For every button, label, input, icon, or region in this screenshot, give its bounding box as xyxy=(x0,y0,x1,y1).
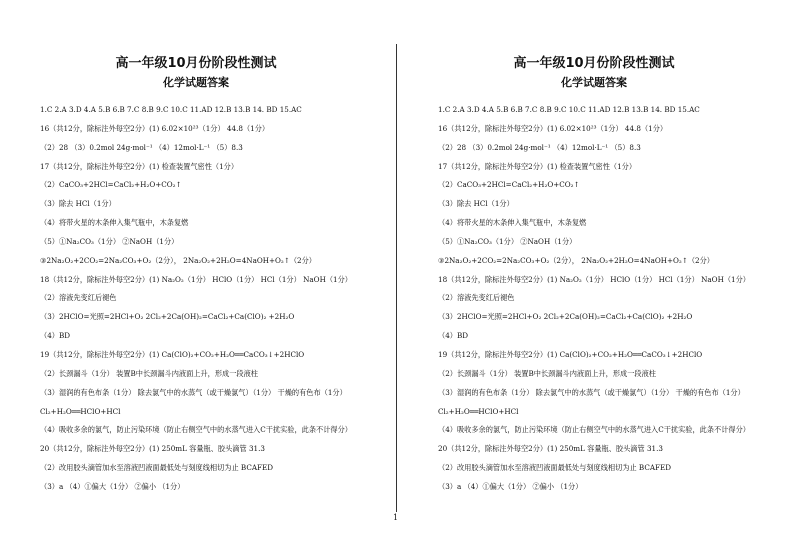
answer-line: （3）a （4）①偏大（1分） ②偏小 （1分） xyxy=(40,481,185,491)
answer-line: 18（共12分，除标注外每空2分）(1) Na₂O₂（1分） HClO（1分） HCl（1分） NaOH（1分） xyxy=(438,274,750,284)
answer-line: 20（共12分，除标注外每空2分）(1) 250mL 容量瓶、胶头滴管 31.3 xyxy=(438,444,663,454)
answer-line: 17（共12分，除标注外每空2分）(1) 检查装置气密性（1分） xyxy=(40,161,239,171)
left-page xyxy=(0,0,392,560)
answer-line: （2）长颈漏斗（1分） 装置B中长颈漏斗内液面上升，形成一段液柱 xyxy=(438,368,656,378)
answer-line: （4）吸收多余的氯气，防止污染环境（防止右侧空气中的水蒸气进入C干扰实验，此条不计得分） xyxy=(438,425,750,435)
answer-lines xyxy=(40,101,390,497)
page-title: 高一年级10月份阶段性测试 xyxy=(513,56,675,71)
answer-line: （2）溶液先变红后褪色 xyxy=(438,293,515,303)
answer-line: （3）除去 HCl（1分） xyxy=(40,199,116,209)
answer-line: （4）将带火星的木条伸入集气瓶中，木条复燃 xyxy=(40,218,189,228)
page-divider xyxy=(396,44,397,512)
page-title: 高一年级10月份阶段性测试 xyxy=(115,56,277,71)
answer-line: 16（共12分，除标注外每空2分）(1) 6.02×10²³（1分） 44.8（1分） xyxy=(40,123,270,133)
answer-line: （2）CaCO₃+2HCl=CaCl₂+H₂O+CO₂↑ xyxy=(40,180,182,190)
answer-line: Cl₂+H₂O══HClO+HCl xyxy=(438,406,519,416)
answer-line: （4）BD xyxy=(438,331,468,341)
answer-lines xyxy=(438,101,788,497)
answer-line: 20（共12分，除标注外每空2分）(1) 250mL 容量瓶、胶头滴管 31.3 xyxy=(40,444,265,454)
answer-line: （2）溶液先变红后褪色 xyxy=(40,293,117,303)
answer-line: （5）①Na₂CO₃（1分） ②NaOH（1分） xyxy=(40,236,179,246)
answer-line: （4）将带火星的木条伸入集气瓶中，木条复燃 xyxy=(438,218,587,228)
page-subtitle: 化学试题答案 xyxy=(163,76,229,89)
page-number: 1 xyxy=(393,513,399,522)
answer-line: 19（共12分，除标注外每空2分）(1) Ca(ClO)₂+CO₂+H₂O══CaCO₃↓+2HClO xyxy=(438,349,703,359)
answer-line: （2）28 （3）0.2mol 24g·mol⁻¹ （4）12mol·L⁻¹ （5）8.3 xyxy=(40,142,243,152)
answer-line: Cl₂+H₂O══HClO+HCl xyxy=(40,406,121,416)
answer-line: 1.C 2.A 3.D 4.A 5.B 6.B 7.C 8.B 9.C 10.C 11.AD 12.B 13.B 14. BD 15.AC xyxy=(438,105,700,114)
answer-line: （4）BD xyxy=(40,331,70,341)
answer-line: 1.C 2.A 3.D 4.A 5.B 6.B 7.C 8.B 9.C 10.C 11.AD 12.B 13.B 14. BD 15.AC xyxy=(40,105,302,114)
answer-line: （2）改用胶头滴管加水至溶液凹液面最低处与刻度线相切为止 BCAFED xyxy=(40,463,274,473)
answer-line: （5）①Na₂CO₃（1分） ②NaOH（1分） xyxy=(438,236,577,246)
answer-line: （3）湿润的有色布条（1分） 除去氯气中的水蒸气（或干燥氯气）（1分） 干燥的有色布（1分） xyxy=(40,387,347,397)
answer-line: ③2Na₂O₂+2CO₂=2Na₂CO₃+O₂（2分）， 2Na₂O₂+2H₂O=4NaOH+O₂↑（2分） xyxy=(40,255,316,265)
answer-line: ③2Na₂O₂+2CO₂=2Na₂CO₃+O₂（2分）， 2Na₂O₂+2H₂O=4NaOH+O₂↑（2分） xyxy=(438,255,714,265)
answer-line: （2）CaCO₃+2HCl=CaCl₂+H₂O+CO₂↑ xyxy=(438,180,580,190)
answer-line: （2）长颈漏斗（1分） 装置B中长颈漏斗内液面上升，形成一段液柱 xyxy=(40,368,258,378)
answer-line: （2）28 （3）0.2mol 24g·mol⁻¹ （4）12mol·L⁻¹ （5）8.3 xyxy=(438,142,641,152)
answer-line: （3）2HClO=光照=2HCl+O₂ 2Cl₂+2Ca(OH)₂=CaCl₂+Ca(ClO)₂ +2H₂O xyxy=(438,312,693,322)
answer-line: 17（共12分，除标注外每空2分）(1) 检查装置气密性（1分） xyxy=(438,161,637,171)
answer-line: （3）湿润的有色布条（1分） 除去氯气中的水蒸气（或干燥氯气）（1分） 干燥的有色布（1分） xyxy=(438,387,745,397)
answer-line: （3）除去 HCl（1分） xyxy=(438,199,514,209)
answer-line: （3）a （4）①偏大（1分） ②偏小 （1分） xyxy=(438,481,583,491)
answer-line: （2）改用胶头滴管加水至溶液凹液面最低处与刻度线相切为止 BCAFED xyxy=(438,463,672,473)
answer-line: （4）吸收多余的氯气，防止污染环境（防止右侧空气中的水蒸气进入C干扰实验，此条不计得分） xyxy=(40,425,352,435)
answer-line: （3）2HClO=光照=2HCl+O₂ 2Cl₂+2Ca(OH)₂=CaCl₂+Ca(ClO)₂ +2H₂O xyxy=(40,312,295,322)
answer-line: 16（共12分，除标注外每空2分）(1) 6.02×10²³（1分） 44.8（1分） xyxy=(438,123,668,133)
page-subtitle: 化学试题答案 xyxy=(561,76,627,89)
answer-line: 19（共12分，除标注外每空2分）(1) Ca(ClO)₂+CO₂+H₂O══CaCO₃↓+2HClO xyxy=(40,349,305,359)
right-page xyxy=(398,0,790,560)
answer-line: 18（共12分，除标注外每空2分）(1) Na₂O₂（1分） HClO（1分） HCl（1分） NaOH（1分） xyxy=(40,274,352,284)
